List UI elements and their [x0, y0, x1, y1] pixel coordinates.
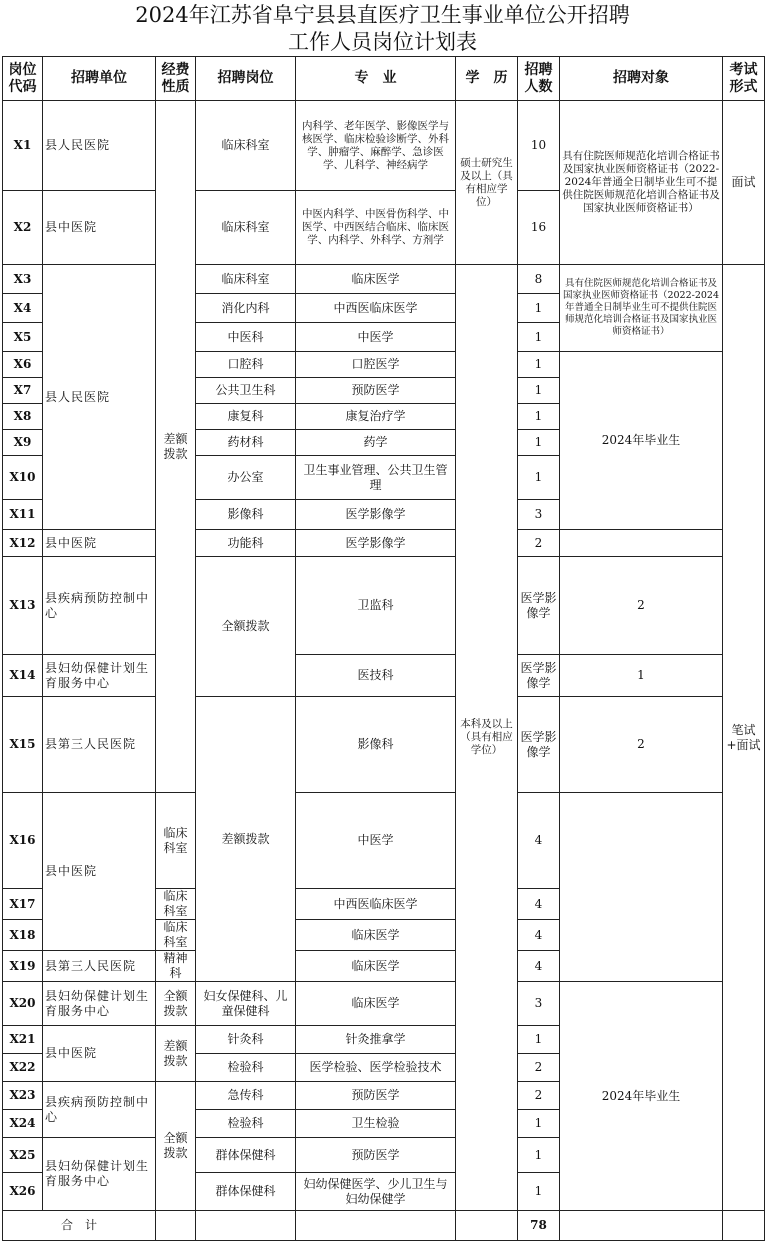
row-code: X10	[3, 456, 43, 500]
row-major: 内科学、老年医学、影像医学与核医学、临床检验诊断学、外科学、肿瘤学、麻醉学、急诊医学、儿科学、神经病学	[296, 101, 456, 191]
row-post: 临床科室	[196, 191, 296, 265]
row-post: 功能科	[196, 530, 296, 557]
row-major: 药学	[296, 430, 456, 456]
row-code: X19	[3, 951, 43, 982]
row-major: 康复治疗学	[296, 404, 456, 430]
row-unit: 县第三人民医院	[43, 697, 156, 793]
row-post: 精神科	[156, 951, 196, 982]
row-count: 10	[518, 101, 560, 191]
row-major: 临床医学	[296, 265, 456, 294]
row-code: X5	[3, 323, 43, 352]
fund-cell: 差额拨款	[196, 697, 296, 982]
table-row	[3, 697, 765, 793]
row-count: 8	[518, 265, 560, 294]
row-count: 4	[518, 951, 560, 982]
target-cell: 具有住院医师规范化培训合格证书及国家执业医师资格证书（2022-2024年普通全日制毕业生可不提供住院医师规范化培训合格证书及国家执业医师资格证书）	[560, 101, 723, 265]
row-code: X24	[3, 1110, 43, 1138]
row-major: 医学影像学	[518, 697, 560, 793]
exam-cell: 面试	[723, 101, 765, 265]
table-row	[3, 101, 765, 191]
total-empty	[156, 1211, 196, 1241]
fund-cell: 全额拨款	[156, 982, 196, 1026]
row-unit: 县疾病预防控制中心	[43, 557, 156, 655]
row-count: 2	[518, 530, 560, 557]
row-count: 16	[518, 191, 560, 265]
row-post: 公共卫生科	[196, 378, 296, 404]
row-code: X20	[3, 982, 43, 1026]
row-count: 1	[518, 1110, 560, 1138]
header-exam: 考试形式	[723, 57, 765, 101]
row-count: 1	[518, 294, 560, 323]
row-code: X21	[3, 1026, 43, 1054]
row-count: 1	[518, 1026, 560, 1054]
table-row	[3, 557, 765, 655]
row-code: X4	[3, 294, 43, 323]
row-post: 口腔科	[196, 352, 296, 378]
row-major: 临床医学	[296, 920, 456, 951]
row-post: 检验科	[196, 1054, 296, 1082]
row-major: 卫生事业管理、公共卫生管理	[296, 456, 456, 500]
row-count: 1	[518, 404, 560, 430]
row-post: 消化内科	[196, 294, 296, 323]
header-row	[3, 57, 765, 101]
recruitment-table	[2, 56, 765, 1241]
header-unit: 招聘单位	[43, 57, 156, 101]
row-unit: 县人民医院	[43, 265, 156, 530]
table-row	[3, 982, 765, 1026]
row-major: 中西医临床医学	[296, 889, 456, 920]
row-post: 康复科	[196, 404, 296, 430]
row-post: 办公室	[196, 456, 296, 500]
row-code: X2	[3, 191, 43, 265]
row-code: X9	[3, 430, 43, 456]
row-code: X7	[3, 378, 43, 404]
row-unit: 县中医院	[43, 793, 156, 951]
row-code: X22	[3, 1054, 43, 1082]
table-row	[3, 265, 765, 294]
total-empty	[456, 1211, 518, 1241]
row-count: 1	[518, 352, 560, 378]
row-unit: 县中医院	[43, 1026, 156, 1082]
row-count: 4	[518, 920, 560, 951]
row-code: X14	[3, 655, 43, 697]
row-post: 急传科	[196, 1082, 296, 1110]
row-major: 口腔医学	[296, 352, 456, 378]
row-code: X13	[3, 557, 43, 655]
row-count: 1	[518, 1138, 560, 1173]
row-unit: 县中医院	[43, 191, 156, 265]
row-code: X26	[3, 1173, 43, 1211]
header-major: 专 业	[296, 57, 456, 101]
row-major: 妇幼保健医学、少儿卫生与妇幼保健学	[296, 1173, 456, 1211]
row-count: 1	[518, 1173, 560, 1211]
total-label: 合 计	[3, 1211, 156, 1241]
row-unit: 县妇幼保健计划生育服务中心	[43, 1138, 156, 1211]
fund-cell: 全额拨款	[156, 1082, 196, 1211]
row-post: 中医科	[196, 323, 296, 352]
row-code: X23	[3, 1082, 43, 1110]
row-code: X18	[3, 920, 43, 951]
row-unit: 县妇幼保健计划生育服务中心	[43, 655, 156, 697]
row-unit: 县人民医院	[43, 101, 156, 191]
row-code: X8	[3, 404, 43, 430]
row-post: 针灸科	[196, 1026, 296, 1054]
title-line-2: 工作人员岗位计划表	[288, 30, 477, 54]
target-cell: 2024年毕业生	[560, 352, 723, 530]
row-major: 医学影像学	[296, 500, 456, 530]
total-empty	[723, 1211, 765, 1241]
row-count: 2	[560, 697, 723, 793]
row-unit: 县中医院	[43, 530, 156, 557]
total-value: 78	[518, 1211, 560, 1241]
row-major: 医学影像学	[518, 655, 560, 697]
total-empty	[296, 1211, 456, 1241]
row-count: 1	[518, 456, 560, 500]
row-code: X25	[3, 1138, 43, 1173]
row-count: 2	[560, 557, 723, 655]
row-major: 预防医学	[296, 378, 456, 404]
row-major: 临床医学	[296, 951, 456, 982]
edu-cell: 硕士研究生及以上（具有相应学位）	[456, 101, 518, 265]
row-major: 中医学	[296, 323, 456, 352]
target-cell: 具有住院医师规范化培训合格证书及国家执业医师资格证书（2022-2024年普通全日制毕业生可不提供住院医师规范化培训合格证书及国家执业医师资格证书）	[560, 265, 723, 352]
row-count: 3	[518, 500, 560, 530]
row-count: 1	[560, 655, 723, 697]
row-post: 影像科	[296, 697, 456, 793]
row-major: 卫生检验	[296, 1110, 456, 1138]
row-count: 1	[518, 378, 560, 404]
row-post: 群体保健科	[196, 1138, 296, 1173]
row-count: 2	[518, 1082, 560, 1110]
row-post: 临床科室	[156, 889, 196, 920]
table-row	[3, 793, 765, 889]
page-title	[0, 0, 765, 56]
table-row	[3, 655, 765, 697]
table-row	[3, 951, 765, 982]
header-target: 招聘对象	[560, 57, 723, 101]
row-post: 医技科	[296, 655, 456, 697]
row-post: 影像科	[196, 500, 296, 530]
row-unit: 县第三人民医院	[43, 951, 156, 982]
row-major: 预防医学	[296, 1082, 456, 1110]
row-code: X17	[3, 889, 43, 920]
total-empty	[560, 1211, 723, 1241]
row-post: 卫监科	[296, 557, 456, 655]
row-count: 4	[518, 889, 560, 920]
row-count: 4	[518, 793, 560, 889]
table-row	[3, 530, 765, 557]
row-post: 临床科室	[156, 920, 196, 951]
row-major: 中医学	[296, 793, 456, 889]
row-count: 1	[518, 323, 560, 352]
row-major: 针灸推拿学	[296, 1026, 456, 1054]
row-unit: 县疾病预防控制中心	[43, 1082, 156, 1138]
row-major: 医学检验、医学检验技术	[296, 1054, 456, 1082]
target-cell: 2024年毕业生	[560, 982, 723, 1211]
row-major: 中西医临床医学	[296, 294, 456, 323]
row-major: 临床医学	[296, 982, 456, 1026]
row-code: X12	[3, 530, 43, 557]
row-major: 医学影像学	[518, 557, 560, 655]
row-count: 3	[518, 982, 560, 1026]
header-fund: 经费性质	[156, 57, 196, 101]
row-code: X6	[3, 352, 43, 378]
row-post: 检验科	[196, 1110, 296, 1138]
row-code: X11	[3, 500, 43, 530]
row-count: 1	[518, 430, 560, 456]
header-count: 招聘人数	[518, 57, 560, 101]
exam-cell: 笔试+面试	[723, 265, 765, 1211]
row-code: X15	[3, 697, 43, 793]
row-code: X16	[3, 793, 43, 889]
edu-cell: 本科及以上（具有相应学位）	[456, 265, 518, 1211]
row-post: 妇女保健科、儿童保健科	[196, 982, 296, 1026]
row-post: 临床科室	[196, 101, 296, 191]
fund-cell: 差额拨款	[156, 101, 196, 793]
row-major: 医学影像学	[296, 530, 456, 557]
fund-cell: 全额拨款	[196, 557, 296, 697]
header-code: 岗位代码	[3, 57, 43, 101]
header-post: 招聘岗位	[196, 57, 296, 101]
row-code: X3	[3, 265, 43, 294]
row-count: 2	[518, 1054, 560, 1082]
total-row	[3, 1211, 765, 1241]
title-line-1: 2024年江苏省阜宁县县直医疗卫生事业单位公开招聘	[135, 3, 630, 27]
row-unit: 县妇幼保健计划生育服务中心	[43, 982, 156, 1026]
row-major: 预防医学	[296, 1138, 456, 1173]
header-edu: 学 历	[456, 57, 518, 101]
row-code: X1	[3, 101, 43, 191]
row-post: 药材科	[196, 430, 296, 456]
row-post: 群体保健科	[196, 1173, 296, 1211]
total-empty	[196, 1211, 296, 1241]
row-major: 中医内科学、中医骨伤科学、中医学、中西医结合临床、临床医学、内科学、外科学、方剂学	[296, 191, 456, 265]
fund-cell: 差额拨款	[156, 1026, 196, 1082]
row-post: 临床科室	[156, 793, 196, 889]
row-post: 临床科室	[196, 265, 296, 294]
